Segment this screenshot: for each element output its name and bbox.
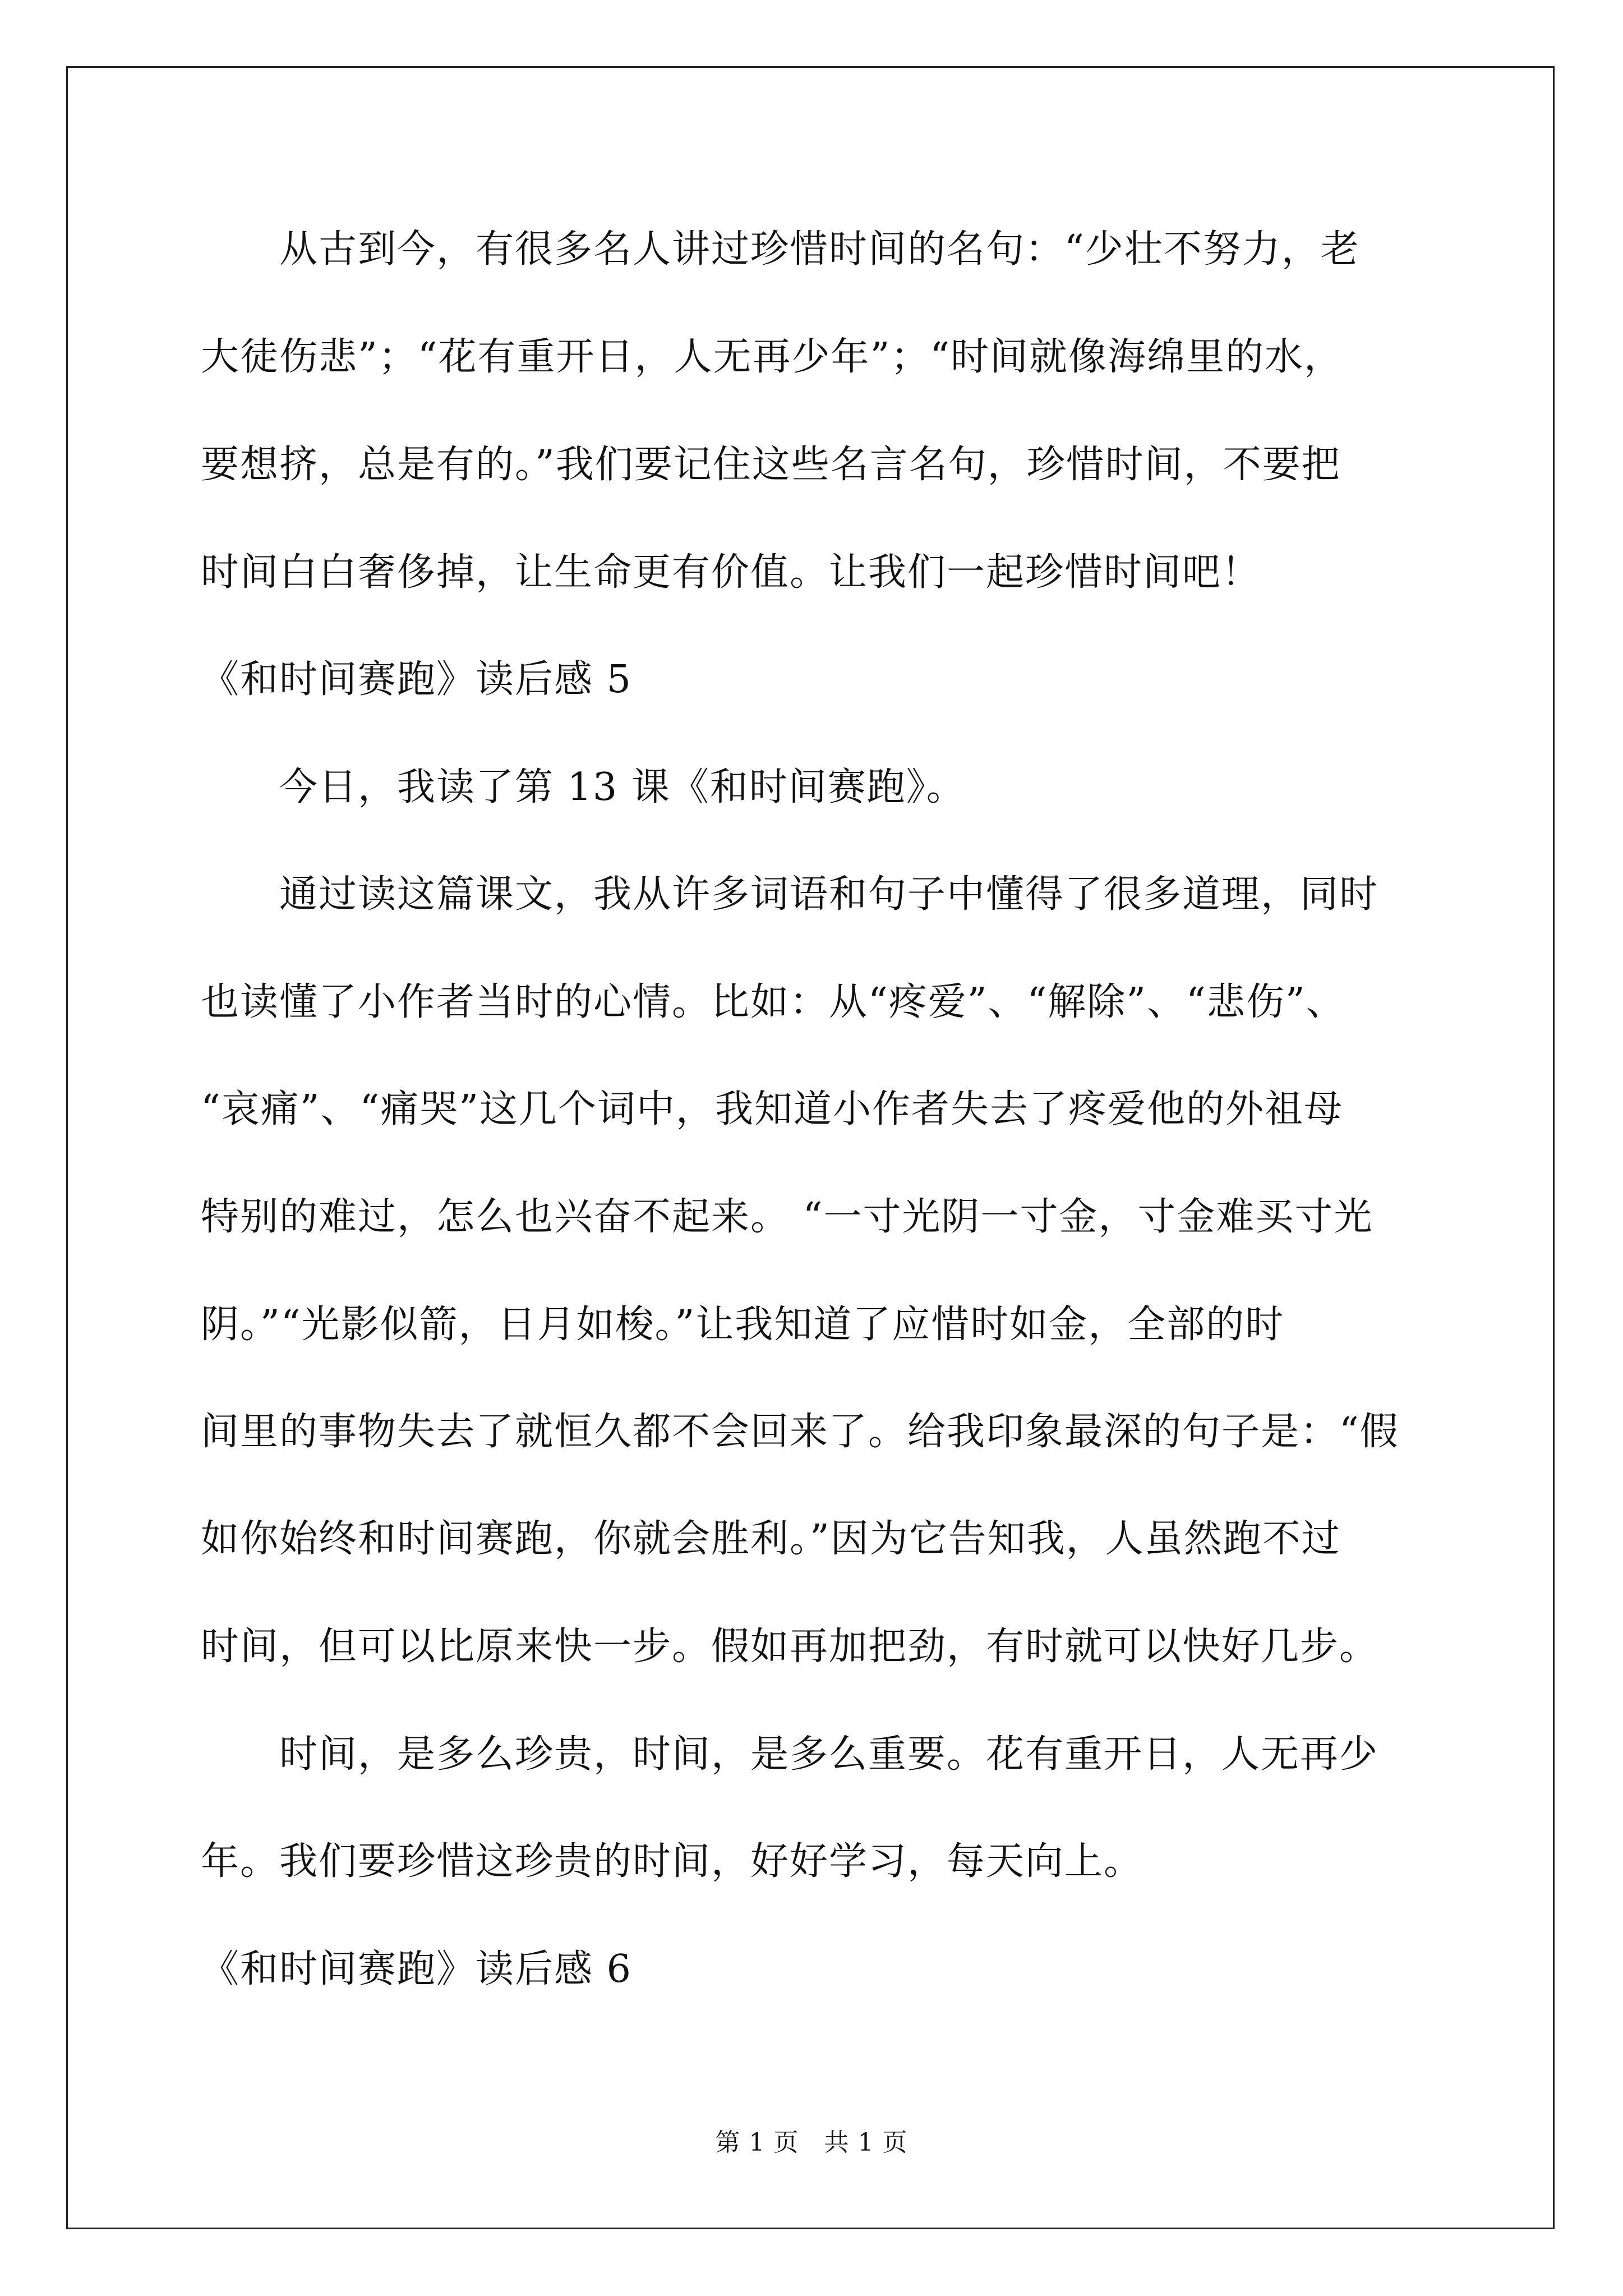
section-heading: 《和时间赛跑》读后感 6 — [201, 1947, 632, 1991]
body-text-line: 时间白白奢侈掉，让生命更有价值。让我们一起珍惜时间吧！ — [201, 550, 1261, 595]
body-text-line: 今日，我读了第 13 课《和时间赛跑》。 — [201, 765, 966, 809]
body-text-line: 通过读这篇课文，我从许多词语和句子中懂得了很多道理，同时 — [201, 872, 1379, 917]
body-text-line: 年。我们要珍惜这珍贵的时间，好好学习，每天向上。 — [201, 1839, 1144, 1884]
page-border — [66, 66, 1555, 2229]
body-text-line: 也读懂了小作者当时的心情。比如：从“疼爱”、“解除”、“悲伤”、 — [201, 980, 1345, 1024]
body-text-line: 如你始终和时间赛跑，你就会胜利。”因为它告知我，人虽然跑不过 — [201, 1517, 1341, 1561]
body-text-line: “哀痛”、“痛哭”这几个词中，我知道小作者失去了疼爱他的外祖母 — [201, 1087, 1344, 1131]
page-footer: 第 1 页 共 1 页 — [715, 2128, 908, 2157]
body-text-line: 特别的难过，怎么也兴奋不起来。 “一寸光阴一寸金，寸金难买寸光 — [201, 1195, 1373, 1239]
body-text-line: 间里的事物失去了就恒久都不会回来了。给我印象最深的句子是：“假 — [201, 1410, 1399, 1454]
section-heading: 《和时间赛跑》读后感 5 — [201, 657, 632, 702]
body-text-line: 从古到今，有很多名人讲过珍惜时间的名句：“少壮不努力，老 — [201, 227, 1360, 272]
body-text-line: 大徒伤悲”；“花有重开日，人无再少年”；“时间就像海绵里的水， — [201, 335, 1344, 379]
body-text-line: 时间，是多么珍贵，时间，是多么重要。花有重开日，人无再少 — [201, 1732, 1379, 1777]
body-text-line: 阴。”“光影似箭，日月如梭。”让我知道了应惜时如金，全部的时 — [201, 1303, 1285, 1347]
body-text-line: 要想挤，总是有的。”我们要记住这些名言名句，珍惜时间，不要把 — [201, 443, 1341, 487]
body-text-line: 时间，但可以比原来快一步。假如再加把劲，有时就可以快好几步。 — [201, 1625, 1379, 1669]
